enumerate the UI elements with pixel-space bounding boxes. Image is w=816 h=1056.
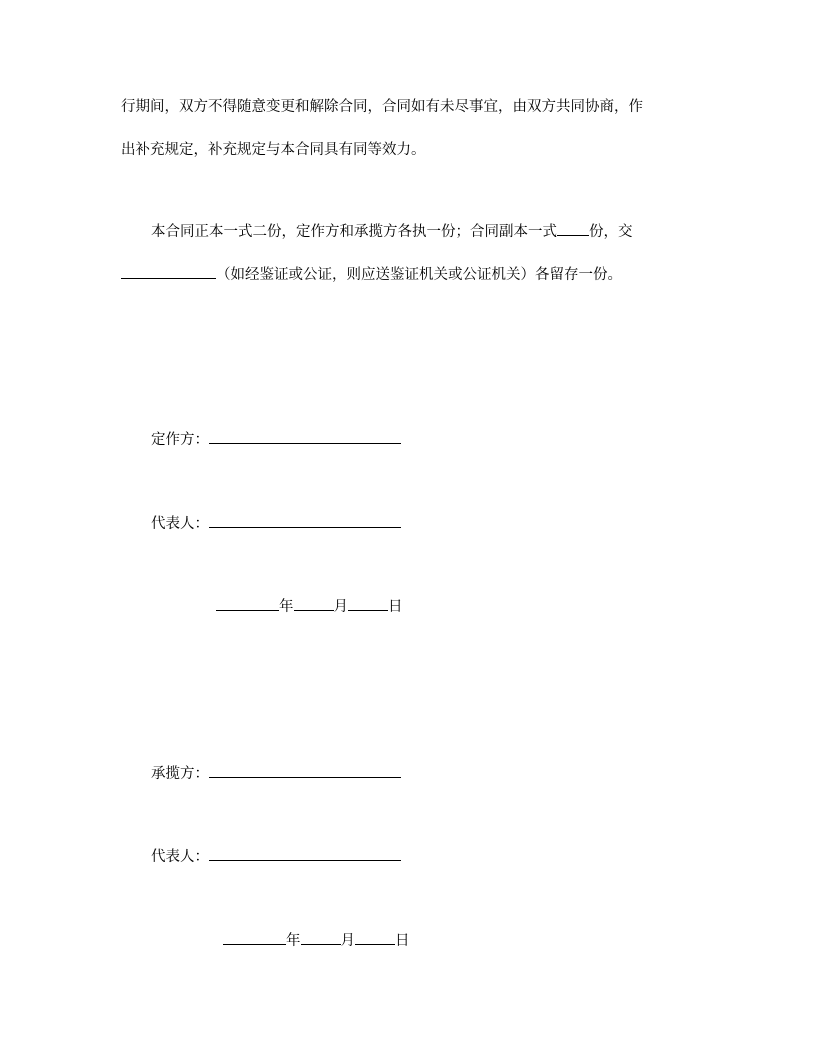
recipient-blank[interactable] (121, 263, 216, 279)
contractor-month-field[interactable] (301, 929, 341, 945)
owner-date-row (216, 595, 403, 615)
owner-year-label: 年 (279, 599, 294, 615)
contractor-year-field[interactable] (223, 929, 286, 945)
owner-representative-label: 代表人： (151, 516, 209, 532)
contractor-day-field[interactable] (355, 929, 395, 945)
paragraph-2-text-cont: 份，交 (589, 224, 633, 240)
paragraph-2-line-2 (121, 263, 622, 283)
contractor-date-row (223, 929, 410, 949)
contractor-day-label: 日 (395, 933, 410, 949)
owner-day-field[interactable] (348, 595, 388, 611)
owner-month-label: 月 (333, 599, 348, 615)
owner-day-label: 日 (388, 599, 403, 615)
contractor-representative-field[interactable] (209, 845, 401, 861)
owner-party-row (151, 428, 401, 448)
paragraph-2-line-1 (151, 220, 633, 240)
paragraph-2-text: 本合同正本一式二份，定作方和承揽方各执一份；合同副本一式 (151, 224, 557, 240)
contractor-month-label: 月 (340, 933, 355, 949)
contractor-party-field[interactable] (209, 762, 401, 778)
owner-month-field[interactable] (294, 595, 334, 611)
owner-year-field[interactable] (216, 595, 279, 611)
contractor-party-label: 承揽方： (151, 766, 209, 782)
contractor-year-label: 年 (286, 933, 301, 949)
contractor-representative-label: 代表人： (151, 849, 209, 865)
owner-party-field[interactable] (209, 428, 401, 444)
owner-representative-field[interactable] (209, 512, 401, 528)
paragraph-2-line-2-text: （如经鉴证或公证，则应送鉴证机关或公证机关）各留存一份。 (216, 267, 622, 283)
paragraph-1-line-2: 出补充规定，补充规定与本合同具有同等效力。 (121, 142, 426, 158)
paragraph-1-line-1: 行期间，双方不得随意变更和解除合同，合同如有未尽事宜，由双方共同协商，作 (121, 99, 643, 115)
contractor-party-row (151, 762, 401, 782)
contractor-representative-row (151, 845, 401, 865)
owner-representative-row (151, 512, 401, 532)
copies-count-blank[interactable] (557, 220, 589, 236)
owner-party-label: 定作方： (151, 432, 209, 448)
